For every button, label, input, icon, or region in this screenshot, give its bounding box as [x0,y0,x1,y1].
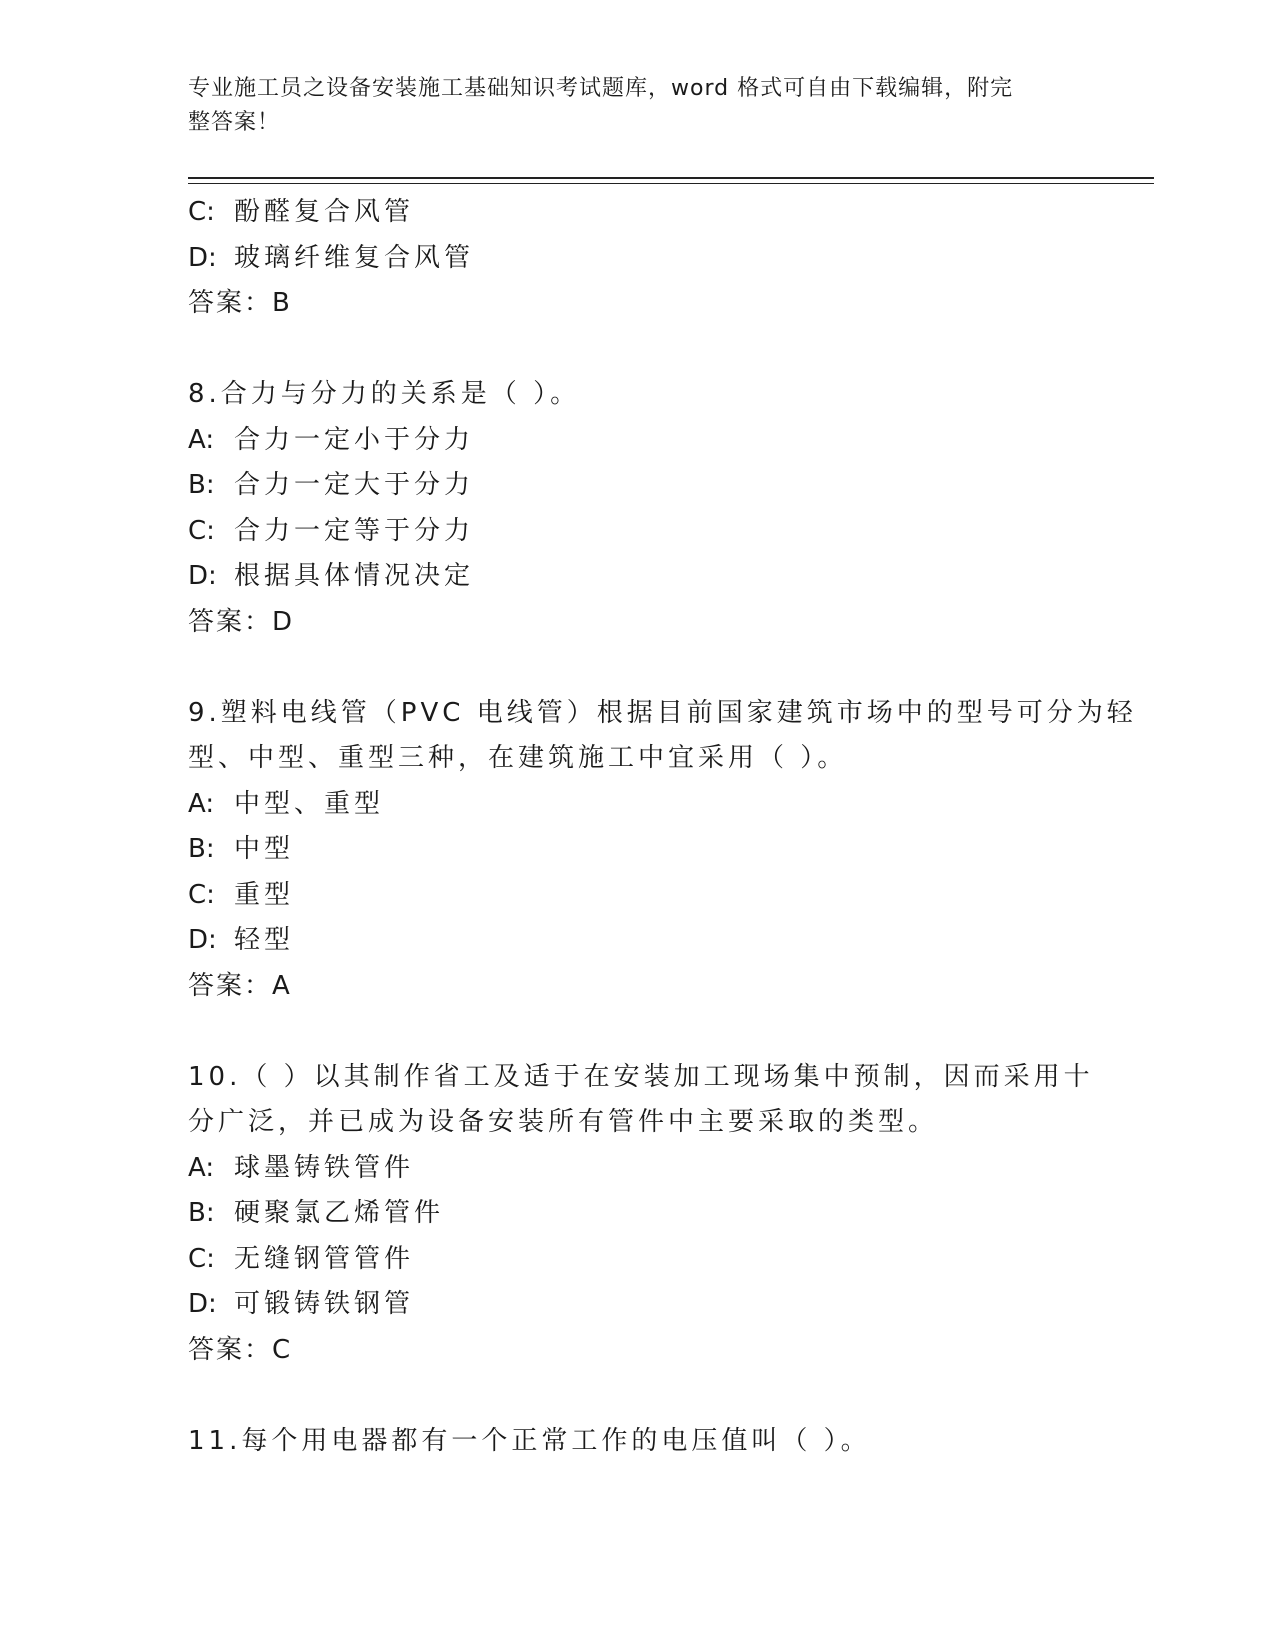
option-text: 球墨铸铁管件 [234,1152,415,1183]
option-text: 重型 [234,879,295,910]
option-key: A: [188,1152,215,1183]
option-text: 合力一定小于分力 [234,424,475,455]
option-text: 可锻铸铁钢管 [234,1289,415,1319]
option-key: D: [188,242,217,273]
option-key: A: [188,788,215,819]
option-b [188,463,1088,509]
option-key: C: [188,197,215,227]
header-divider-thick [188,177,1154,179]
option-c [188,873,1088,919]
answer-line: 答案：D [188,606,295,637]
question-list [188,190,1137,1464]
option-key: B: [188,834,215,864]
header-title-line-2: 整答案！ [188,110,281,135]
spacer [188,327,1088,373]
header-divider-thin [188,183,1154,184]
option-text: 中型、重型 [234,788,385,819]
option-text: 合力一定大于分力 [234,470,475,500]
option-key: B: [188,1198,215,1228]
answer-line: 答案：B [188,288,292,318]
document-header [188,72,1068,140]
option-c [188,190,1088,236]
option-key: C: [188,515,215,546]
spacer [188,1373,1088,1419]
option-text: 轻型 [234,925,295,955]
option-c [188,1237,1088,1283]
spacer [188,1009,1088,1055]
option-key: B: [188,470,215,500]
spacer [188,645,1088,691]
option-text: 根据具体情况决定 [234,561,475,591]
option-d [188,236,1088,282]
option-key: C: [188,1243,215,1274]
option-d [188,918,1088,964]
option-text: 合力一定等于分力 [234,515,475,546]
question-stem-11: 11.每个用电器都有一个正常工作的电压值叫（ ）。 [188,1425,871,1456]
answer-line: 答案：A [188,970,292,1001]
option-key: C: [188,879,215,910]
option-text: 酚醛复合风管 [234,197,415,227]
question-stem-8: 8.合力与分力的关系是（ ）。 [188,379,581,409]
question-stem-10-line-1: 10.（ ）以其制作省工及适于在安装加工现场集中预制，因而采用十 [188,1061,1094,1092]
option-a [188,782,1088,828]
question-stem-9-line-1: 9.塑料电线管（PVC 电线管）根据目前国家建筑市场中的型号可分为轻 [188,697,1137,728]
option-d [188,1282,1088,1328]
option-key: D: [188,925,217,955]
option-d [188,554,1088,600]
option-key: A: [188,424,215,455]
option-text: 硬聚氯乙烯管件 [234,1198,445,1228]
option-text: 无缝钢管管件 [234,1243,415,1274]
option-key: D: [188,561,217,591]
option-b [188,1191,1088,1237]
option-a [188,1146,1088,1192]
answer-line: 答案：C [188,1334,293,1365]
option-text: 玻璃纤维复合风管 [234,242,475,273]
question-stem-10-line-2: 分广泛，并已成为设备安装所有管件中主要采取的类型。 [188,1107,939,1137]
question-stem-9-line-2: 型、中型、重型三种，在建筑施工中宜采用（ ）。 [188,743,848,773]
option-b [188,827,1088,873]
option-key: D: [188,1289,217,1319]
option-c [188,509,1088,555]
option-text: 中型 [234,834,295,864]
header-title-line-1: 专业施工员之设备安装施工基础知识考试题库，word 格式可自由下载编辑，附完 [188,76,1014,101]
option-a [188,418,1088,464]
